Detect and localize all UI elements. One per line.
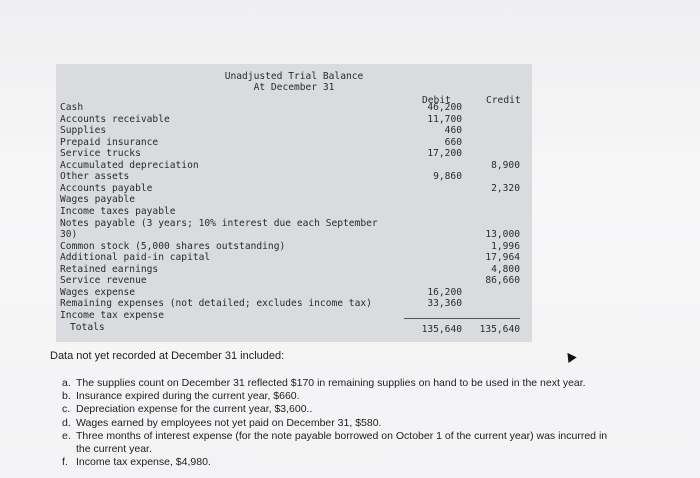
account-name: Retained earnings <box>60 263 159 275</box>
account-name: Income tax expense <box>60 309 164 321</box>
account-name: Accounts payable <box>60 182 153 194</box>
totals-label: Totals <box>70 322 105 333</box>
credit-amount: 1,996 <box>491 240 520 252</box>
account-name: Supplies <box>60 125 107 137</box>
note-item-letter: d. <box>62 416 71 429</box>
table-title-line1: Unadjusted Trial Balance <box>224 71 364 82</box>
note-item-text: Insurance expired during the current year, $660. <box>76 390 300 403</box>
debit-amount: 11,700 <box>427 113 462 125</box>
totals-rule <box>404 318 520 319</box>
note-item <box>62 430 607 443</box>
note-item-text: Wages earned by employees not yet paid on December 31, $580. <box>76 416 382 429</box>
note-item-text: Three months of interest expense (for the note payable borrowed on October 1 of the current year) was incurred in <box>76 429 608 442</box>
credit-amount: 86,660 <box>485 275 520 287</box>
trial-balance-table <box>56 64 532 342</box>
account-name: Prepaid insurance <box>60 136 159 148</box>
notes-intro: Data not yet recorded at December 31 included: <box>50 350 285 362</box>
account-name: Common stock (5,000 shares outstanding) <box>60 240 286 252</box>
credit-amount: 13,000 <box>485 229 520 241</box>
account-name: Other assets <box>60 171 130 183</box>
note-item <box>62 390 607 403</box>
note-item-letter: a. <box>62 377 71 389</box>
debit-header: Debit <box>422 95 451 106</box>
credit-amount: 2,320 <box>491 182 520 194</box>
account-name: Service revenue <box>60 275 147 287</box>
account-name: Accounts receivable <box>60 113 170 125</box>
credit-header: Credit <box>486 95 521 106</box>
account-name: Notes payable (3 years; 10% interest due each September <box>60 217 378 229</box>
total-debit: 135,640 <box>421 324 462 335</box>
debit-amount: 17,200 <box>427 148 462 160</box>
account-name: Additional paid-in capital <box>60 252 211 264</box>
note-item-text: The supplies count on December 31 reflected $170 in remaining supplies on hand to be used in the next year. <box>76 377 586 389</box>
note-item-text: Income tax expense, $4,980. <box>76 456 211 469</box>
note-item-text: Depreciation expense for the current year, $3,600.. <box>76 403 313 416</box>
note-item-letter: f. <box>62 456 68 469</box>
table-title-line2: At December 31 <box>253 82 335 93</box>
debit-amount: 16,200 <box>427 286 462 298</box>
notes-list <box>62 377 607 469</box>
debit-amount: 660 <box>444 136 462 148</box>
note-item-letter: b. <box>62 390 71 403</box>
debit-amount: 460 <box>444 125 462 137</box>
note-item <box>62 377 607 390</box>
account-name: 30) <box>60 229 78 241</box>
note-item <box>62 443 607 456</box>
account-name: Remaining expenses (not detailed; excludes income tax) <box>60 298 372 310</box>
note-item <box>62 403 607 416</box>
credit-amount: 8,900 <box>491 159 520 171</box>
account-name: Income taxes payable <box>60 205 176 217</box>
total-credit: 135,640 <box>479 324 520 335</box>
account-name: Wages payable <box>60 194 136 206</box>
note-item-text: the current year. <box>76 443 152 456</box>
note-item <box>62 456 607 469</box>
debit-amount: 9,860 <box>433 171 462 183</box>
note-item-letter: e. <box>62 429 71 442</box>
table-title <box>214 71 374 93</box>
account-name: Service trucks <box>60 148 141 160</box>
credit-amount: 4,800 <box>491 263 520 275</box>
account-name: Accumulated depreciation <box>60 159 199 171</box>
note-item-letter: c. <box>62 403 71 416</box>
debit-amount: 33,360 <box>427 298 462 310</box>
note-item <box>62 417 607 430</box>
account-name: Cash <box>60 102 84 113</box>
account-name: Wages expense <box>60 286 136 298</box>
debit-amount: 46,200 <box>427 102 462 113</box>
credit-amount: 17,964 <box>485 252 520 264</box>
